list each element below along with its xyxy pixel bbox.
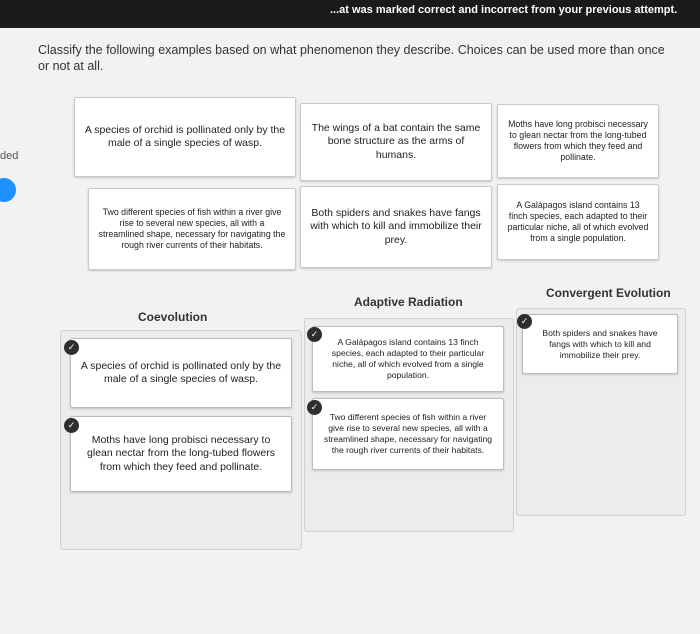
check-circle-icon: ✓ [517,314,532,329]
source-card-galapagos[interactable] [497,184,659,260]
placed-card-text: A Galápagos island contains 13 finch species, each adapted to their particular niche, all of which evolved from a single population. [331,337,485,380]
source-card-text: Both spiders and snakes have fangs with which to kill and immobilize their prey. [310,206,482,246]
feedback-banner [0,0,700,28]
check-circle-icon: ✓ [307,400,322,415]
placed-card-text: Two different species of fish within a river give rise to several new species, all with a streamlined shape, necessary for navigating the rough river currents of their habitats. [323,412,493,455]
source-card-text: A Galápagos island contains 13 finch species, each adapted to their particular niche, all of which evolved from a single population. [507,199,649,244]
placed-card-text: Moths have long probisci necessary to glean nectar from the long-tubed flowers from which they feed and pollinate. [87,433,275,473]
source-card-text: A species of orchid is pollinated only by the male of a single species of wasp. [84,123,286,149]
placed-card-coevolution-orchid[interactable] [70,338,292,408]
category-label-adaptive-radiation: Adaptive Radiation [354,295,463,309]
placed-card-text: A species of orchid is pollinated only by the male of a single species of wasp. [80,359,282,385]
source-card-orchid[interactable] [74,97,296,177]
source-card-moths[interactable] [497,104,659,178]
feedback-banner-text: ...at was marked correct and incorrect from your previous attempt. [330,4,678,16]
source-card-text: Moths have long probisci necessary to glean nectar from the long-tubed flowers from which they feed and pollinate. [508,118,648,163]
placed-card-text: Both spiders and snakes have fangs with which to kill and immobilize their prey. [542,327,658,360]
placed-card-adaptive-fish[interactable] [312,398,504,470]
source-card-fish[interactable] [88,188,296,270]
category-label-coevolution: Coevolution [138,310,208,324]
sidebar-indicator[interactable] [0,178,16,202]
check-circle-icon: ✓ [64,340,79,355]
source-card-text: Two different species of fish within a river give rise to several new species, all with a streamlined shape, necessary for navigating the rough river currents of their habitats. [98,206,286,251]
category-label-convergent-evolution: Convergent Evolution [546,286,671,300]
check-circle-icon: ✓ [307,327,322,342]
placed-card-adaptive-galapagos[interactable] [312,326,504,392]
question-instructions: Classify the following examples based on what phenomenon they describe. Choices can be used more than once or not at all. [38,43,665,73]
sidebar-label: ded [0,150,19,162]
placed-card-convergent-spiders-snakes[interactable] [522,314,678,374]
source-card-text: The wings of a bat contain the same bone structure as the arms of humans. [311,121,481,161]
source-card-bat-wings[interactable] [300,103,492,181]
placed-card-coevolution-moths[interactable] [70,416,292,492]
check-circle-icon: ✓ [64,418,79,433]
source-card-spiders-snakes[interactable] [300,186,492,268]
